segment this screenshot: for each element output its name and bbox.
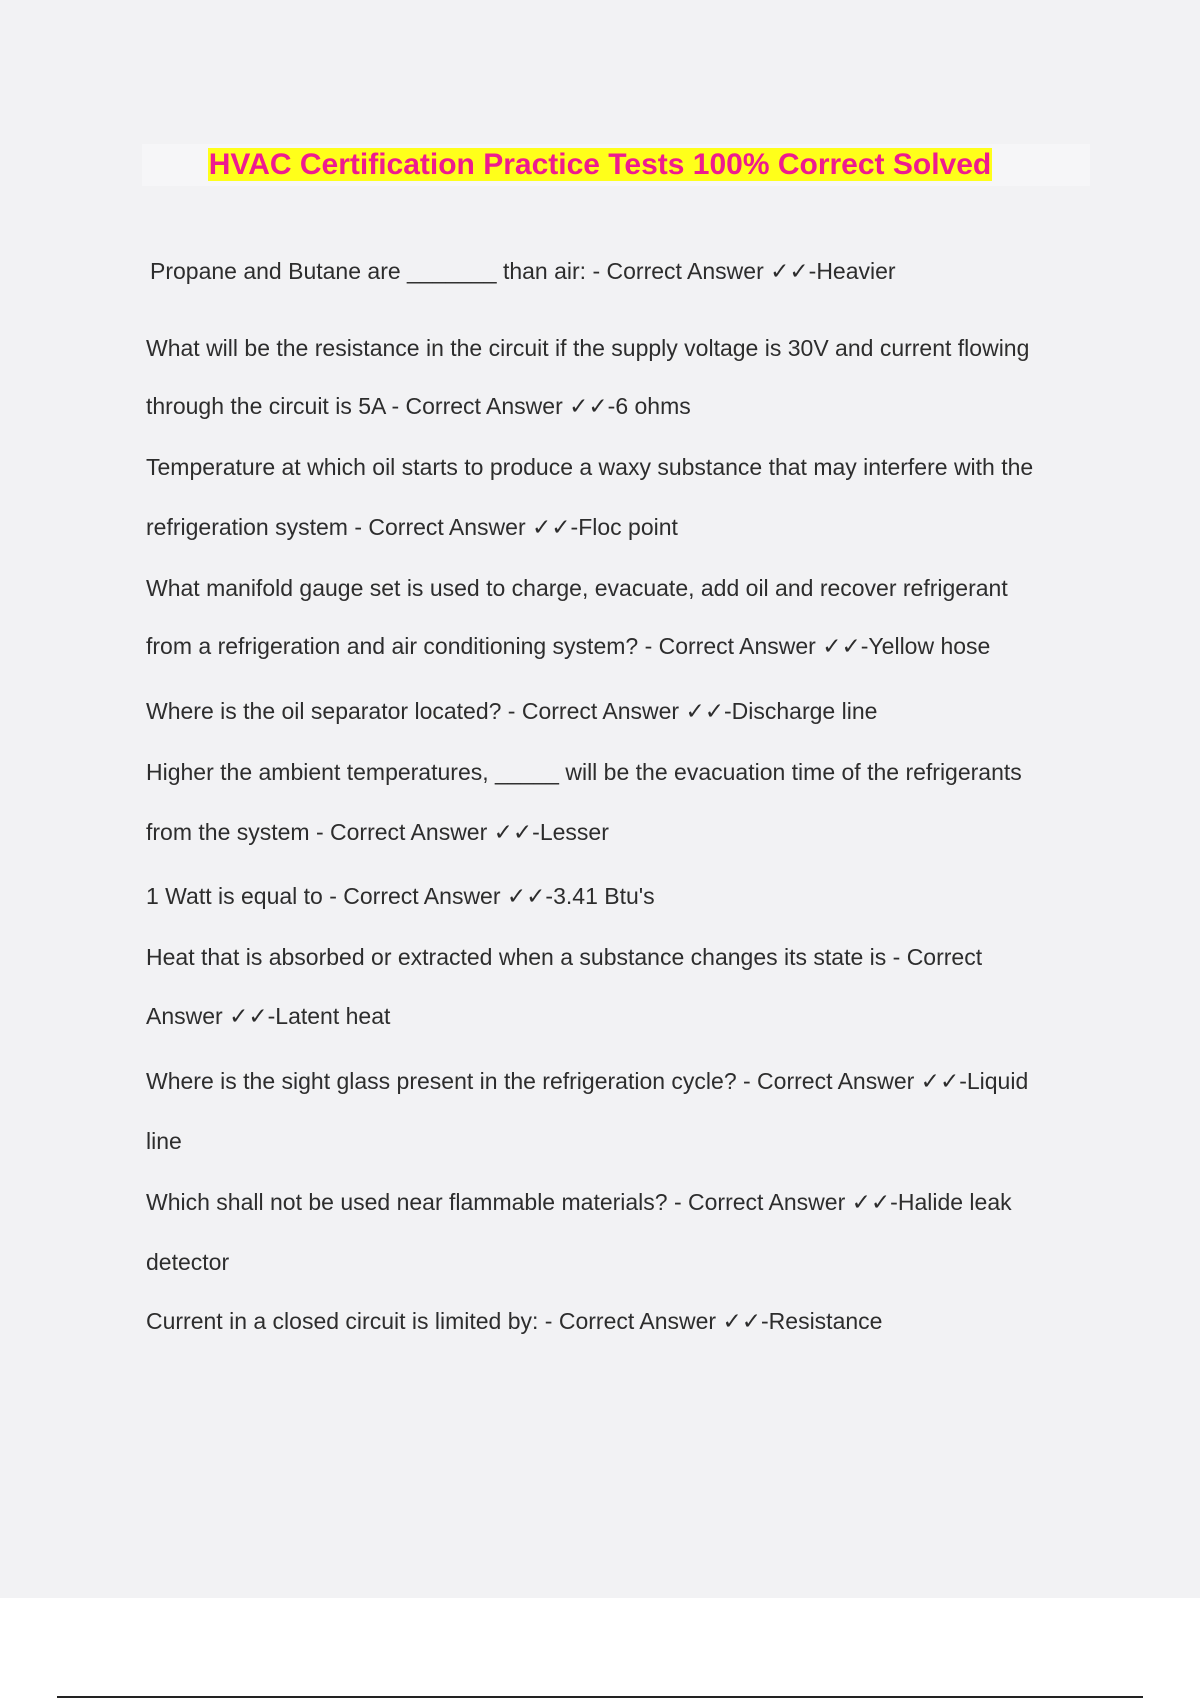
- qa-line: Temperature at which oil starts to produce a waxy substance that may interfere with the: [146, 454, 1034, 480]
- qa-line: What will be the resistance in the circuit if the supply voltage is 30V and current flowing: [146, 335, 1030, 361]
- qa-line: from the system - Correct Answer ✓✓-Lesser: [146, 819, 609, 845]
- qa-line: line: [146, 1128, 182, 1154]
- qa-line: detector: [146, 1249, 230, 1275]
- qa-line: Where is the oil separator located? - Correct Answer ✓✓-Discharge line: [146, 698, 878, 724]
- qa-line: through the circuit is 5A - Correct Answer ✓✓-6 ohms: [146, 393, 691, 419]
- qa-line: Propane and Butane are _______ than air: - Correct Answer ✓✓-Heavier: [150, 258, 896, 284]
- qa-line: Current in a closed circuit is limited by: - Correct Answer ✓✓-Resistance: [146, 1308, 883, 1334]
- qa-line: from a refrigeration and air conditioning system? - Correct Answer ✓✓-Yellow hose: [146, 633, 991, 659]
- qa-line: What manifold gauge set is used to charge, evacuate, add oil and recover refrigerant: [146, 575, 1008, 601]
- qa-line: 1 Watt is equal to - Correct Answer ✓✓-3.41 Btu's: [146, 883, 655, 909]
- qa-line: Higher the ambient temperatures, _____ will be the evacuation time of the refrigerants: [146, 759, 1022, 785]
- qa-line: refrigeration system - Correct Answer ✓✓-Floc point: [146, 514, 678, 540]
- document-title-text: HVAC Certification Practice Tests 100% Correct Solved: [208, 148, 992, 181]
- qa-line: Which shall not be used near flammable materials? - Correct Answer ✓✓-Halide leak: [146, 1189, 1012, 1215]
- qa-line: Heat that is absorbed or extracted when a substance changes its state is - Correct: [146, 944, 983, 970]
- document-title: [0, 146, 1200, 184]
- footer-rule: [57, 1696, 1143, 1698]
- qa-line: Answer ✓✓-Latent heat: [146, 1003, 391, 1029]
- qa-line: Where is the sight glass present in the refrigeration cycle? - Correct Answer ✓✓-Liquid: [146, 1068, 1029, 1094]
